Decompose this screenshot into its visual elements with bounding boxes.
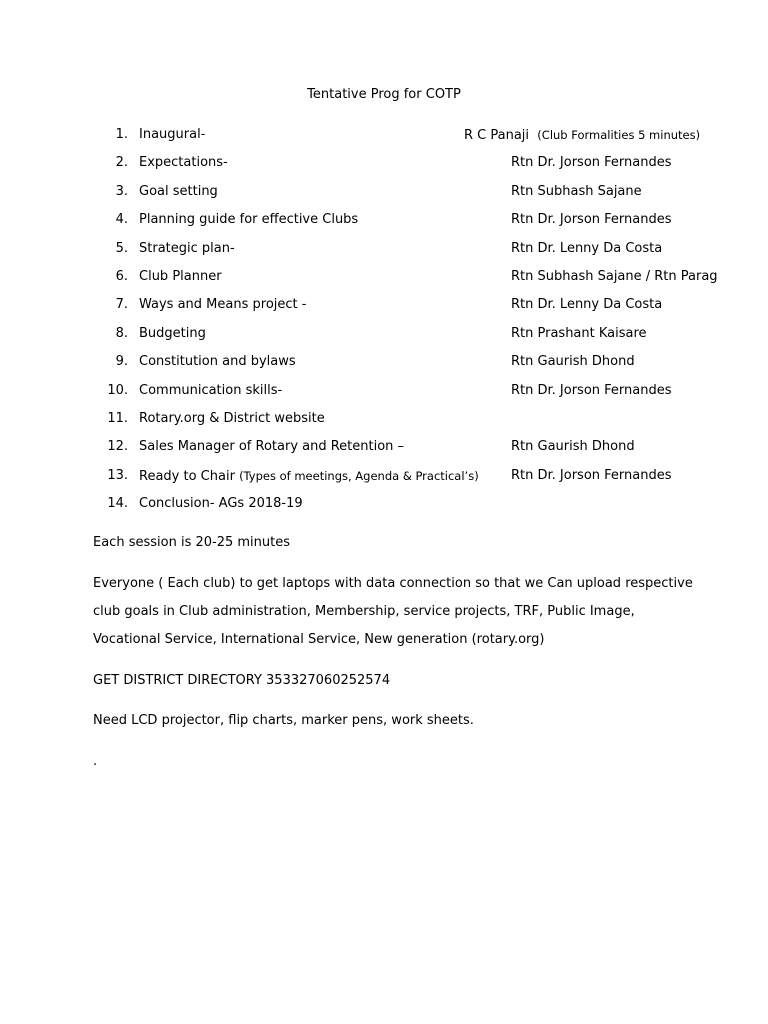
agenda-speaker: Rtn Dr. Jorson Fernandes: [511, 212, 672, 228]
agenda-topic: Budgeting: [139, 325, 206, 341]
agenda-item: [0, 323, 768, 351]
agenda-number: 1.: [115, 127, 128, 142]
agenda-item: [0, 436, 768, 464]
speaker-note: (Club Formalities 5 minutes): [537, 128, 701, 142]
agenda-speaker: Rtn Dr. Lenny Da Costa: [511, 297, 663, 313]
agenda-item: [0, 465, 768, 493]
agenda-topic: Rotary.org & District website: [139, 410, 325, 426]
agenda-topic: Goal setting: [139, 183, 218, 199]
agenda-speaker: Rtn Gaurish Dhond: [511, 439, 635, 455]
laptops-note-line: club goals in Club administration, Membership, service projects, TRF, Public Image,: [93, 604, 635, 619]
agenda-topic: [139, 465, 479, 488]
agenda-number: 9.: [115, 354, 128, 370]
topic-label: Ready to Chair: [139, 468, 235, 484]
agenda-speaker: Rtn Dr. Jorson Fernandes: [511, 467, 672, 483]
agenda-item: [0, 380, 768, 408]
agenda-list: [0, 124, 768, 521]
equipment-note: Need LCD projector, flip charts, marker pens, work sheets.: [93, 713, 474, 728]
agenda-item: [0, 493, 768, 521]
agenda-topic: Ways and Means project -: [139, 297, 307, 313]
agenda-topic: Strategic plan-: [139, 240, 235, 256]
agenda-topic: Communication skills-: [139, 382, 283, 398]
agenda-number: 5.: [115, 240, 128, 256]
agenda-item: [0, 266, 768, 294]
agenda-speaker: Rtn Dr. Jorson Fernandes: [511, 382, 672, 398]
agenda-speaker: Rtn Prashant Kaisare: [511, 325, 647, 341]
agenda-number: 7.: [115, 297, 128, 313]
agenda-topic: Inaugural-: [139, 127, 206, 142]
agenda-item: [0, 209, 768, 237]
agenda-item: [0, 152, 768, 180]
agenda-topic: Sales Manager of Rotary and Retention –: [139, 439, 405, 455]
agenda-number: 10.: [107, 382, 128, 398]
agenda-number: 6.: [115, 268, 128, 284]
agenda-item: [0, 124, 768, 152]
directory-note: GET DISTRICT DIRECTORY 353327060252574: [93, 673, 391, 688]
agenda-speaker: Rtn Subhash Sajane / Rtn Parag: [511, 268, 718, 284]
speaker-name: R C Panaji: [464, 128, 530, 143]
laptops-note: [93, 570, 733, 654]
agenda-number: 11.: [107, 410, 128, 426]
agenda-number: 8.: [115, 325, 128, 341]
laptops-note-line: Vocational Service, International Service, New generation (rotary.org): [93, 632, 545, 647]
agenda-item: [0, 238, 768, 266]
agenda-item: [0, 408, 768, 436]
agenda-speaker: Rtn Subhash Sajane: [511, 183, 642, 199]
agenda-topic: Club Planner: [139, 268, 222, 284]
agenda-number: 2.: [115, 155, 128, 171]
trailing-dot: .: [93, 754, 98, 769]
agenda-item: [0, 294, 768, 322]
agenda-topic: Constitution and bylaws: [139, 354, 296, 370]
agenda-topic: Expectations-: [139, 155, 228, 171]
agenda-number: 12.: [107, 439, 128, 455]
agenda-speaker: Rtn Dr. Lenny Da Costa: [511, 240, 663, 256]
agenda-item: [0, 351, 768, 379]
session-note: Each session is 20-25 minutes: [93, 535, 290, 550]
agenda-number: 3.: [115, 183, 128, 199]
agenda-topic: Planning guide for effective Clubs: [139, 212, 359, 228]
agenda-item: [0, 181, 768, 209]
agenda-number: 4.: [115, 212, 128, 228]
document-title: Tentative Prog for COTP: [307, 87, 461, 102]
agenda-topic: Conclusion- AGs 2018-19: [139, 496, 303, 512]
laptops-note-line: Everyone ( Each club) to get laptops with data connection so that we Can upload respective: [93, 576, 693, 591]
agenda-number: 14.: [107, 496, 128, 512]
agenda-speaker: Rtn Gaurish Dhond: [511, 354, 635, 370]
agenda-speaker: [464, 124, 700, 147]
agenda-number: 13.: [107, 467, 128, 483]
agenda-speaker: Rtn Dr. Jorson Fernandes: [511, 155, 672, 171]
topic-note: (Types of meetings, Agenda & Practical’s): [239, 468, 479, 483]
